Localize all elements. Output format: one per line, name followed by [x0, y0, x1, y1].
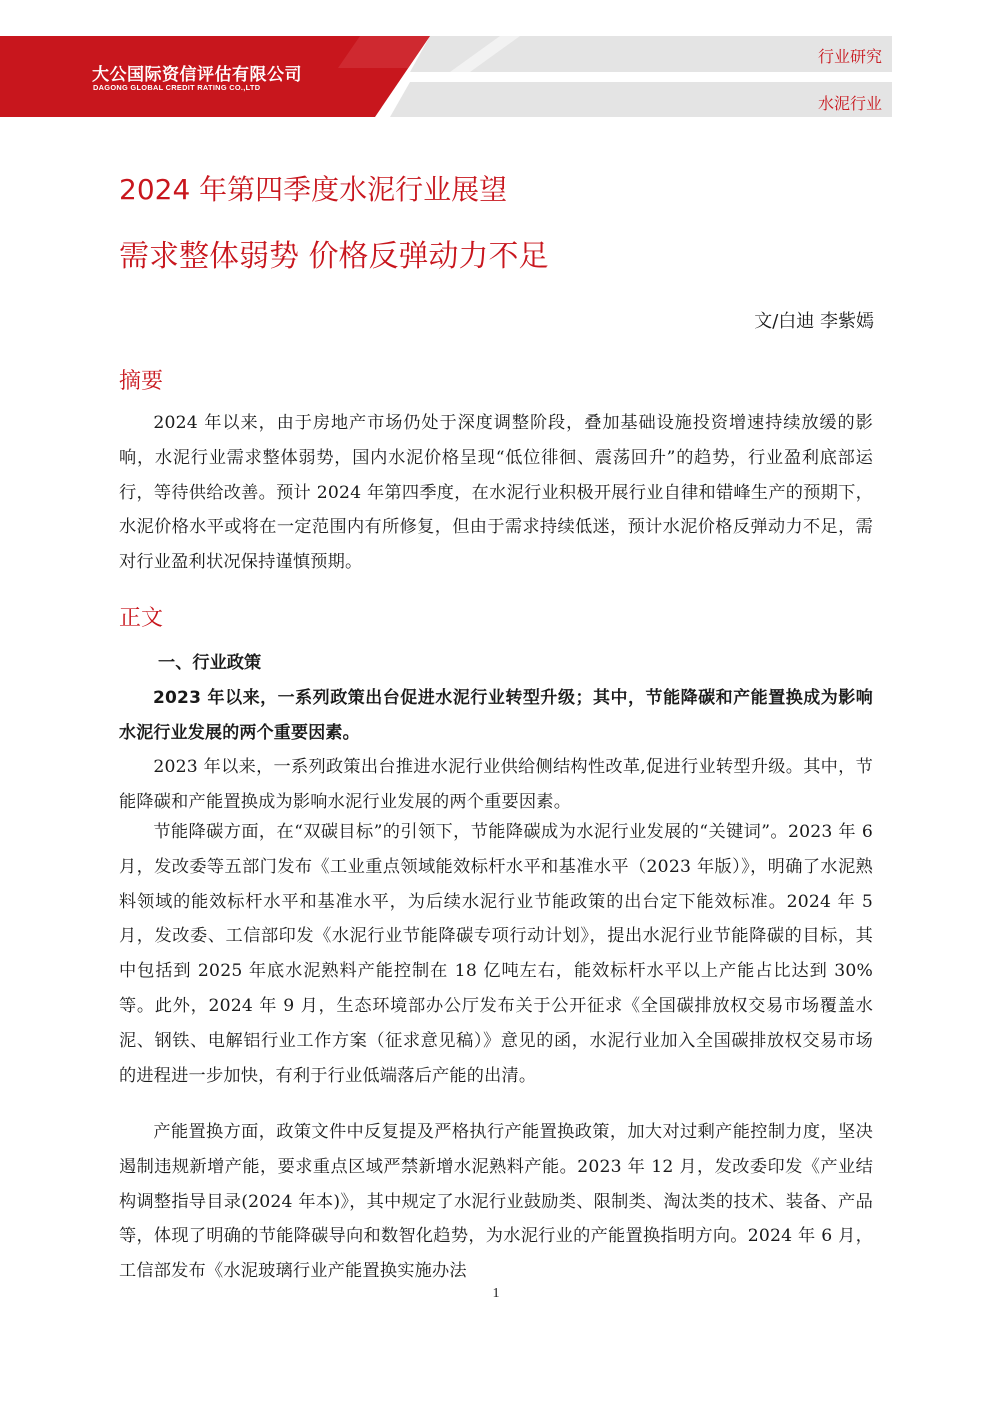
policy-paragraph-2: 节能降碳方面，在“双碳目标”的引领下，节能降碳成为水泥行业发展的“关键词”。2023 年 6 月，发改委等五部门发布《工业重点领域能效标杆水平和基准水平（2023 年版）》，明确了水泥熟料领域的能效标杆水平和基准水平，为后续水泥行业节能政策的出台定下能效标准。2024 年 5 月，发改委、工信部印发《水泥行业节能降碳专项行动计划》，提出水泥行业节能降碳的目标，其中包括到 2025 年底水泥熟料产能控制在 18 亿吨左右，能效标杆水平以上产能占比达到 30%等。此外，2024 年 9 月，生态环境部办公厅发布关于公开征求《全国碳排放权交易市场覆盖水泥、钢铁、电解铝行业工作方案（征求意见稿）》意见的函，水泥行业加入全国碳排放权交易市场的进程进一步加快，有利于行业低端落后产能的出清。	[119, 822, 873, 1086]
policy-lead-paragraph: 2023 年以来，一系列政策出台促进水泥行业转型升级；其中，节能降碳和产能置换成为影响水泥行业发展的两个重要因素。	[119, 688, 873, 743]
report-subtitle: 需求整体弱势 价格反弹动力不足	[119, 239, 549, 274]
author-line: 文/白迪 李紫嫣	[754, 311, 874, 332]
abstract-heading: 摘要	[119, 369, 164, 394]
company-name-en: DAGONG GLOBAL CREDIT RATING CO.,LTD	[93, 83, 261, 92]
page-number: 1	[492, 1286, 500, 1301]
policy-paragraph-1: 2023 年以来，一系列政策出台推进水泥行业供给侧结构性改革,促进行业转型升级。其中，节能降碳和产能置换成为影响水泥行业发展的两个重要因素。	[119, 757, 873, 812]
company-name-cn: 大公国际资信评估有限公司	[92, 65, 302, 85]
industry-tag: 水泥行业	[817, 94, 882, 113]
body-heading: 正文	[119, 606, 164, 631]
policy-paragraph-3: 产能置换方面，政策文件中反复提及严格执行产能置换政策，加大对过剩产能控制力度，坚决遏制违规新增产能，要求重点区域严禁新增水泥熟料产能。2023 年 12 月，发改委印发《产业结构调整指导目录(2024 年本)》，其中规定了水泥行业鼓励类、限制类、淘汰类的技术、装备、产品等，体现了明确的节能降碳导向和数智化趋势，为水泥行业的产能置换指明方向。2024 年 6 月，工信部发布《水泥玻璃行业产能置换实施办法	[119, 1122, 873, 1282]
report-title: 2024 年第四季度水泥行业展望	[119, 173, 508, 206]
report-header	[0, 0, 992, 118]
abstract-paragraph: 2024 年以来，由于房地产市场仍处于深度调整阶段，叠加基础设施投资增速持续放缓的影响，水泥行业需求整体弱势，国内水泥价格呈现“低位徘徊、震荡回升”的趋势，行业盈利底部运行，等待供给改善。预计 2024 年第四季度，在水泥行业积极开展行业自律和错峰生产的预期下，水泥价格水平或将在一定范围内有所修复，但由于需求持续低迷，预计水泥价格反弹动力不足，需对行业盈利状况保持谨慎预期。	[119, 413, 873, 573]
policy-heading: 一、行业政策	[158, 653, 262, 673]
dagong-logo-icon	[0, 0, 52, 34]
category-tag: 行业研究	[817, 47, 882, 66]
